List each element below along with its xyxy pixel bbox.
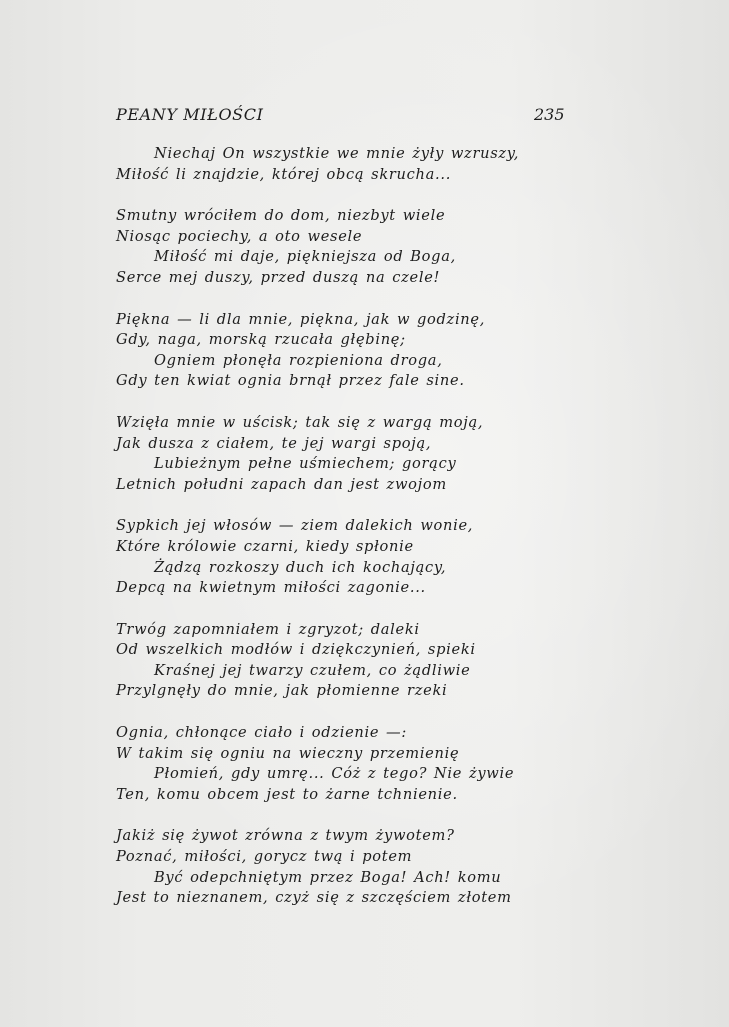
poem-line: Piękna — li dla mnie, piękna, jak w godzinę,	[116, 310, 486, 328]
stanza	[116, 413, 536, 495]
stanza	[116, 206, 536, 288]
stanza	[116, 310, 536, 392]
stanza	[116, 826, 536, 908]
poem-line: Gdy, naga, morską rzucała głębinę;	[116, 331, 406, 349]
poem-line: Sypkich jej włosów — ziem dalekich wonie,	[116, 517, 474, 535]
poem-line: Lubieżnym pełne uśmiechem; gorący	[154, 455, 457, 473]
poem-line: Miłość li znajdzie, której obcą skrucha...	[116, 165, 452, 183]
stanza	[116, 144, 536, 185]
poem-line: Które królowie czarni, kiedy spłonie	[116, 537, 414, 555]
poem-line: Przylgnęły do mnie, jak płomienne rzeki	[116, 682, 448, 700]
poem-line: Jak dusza z ciałem, te jej wargi spoją,	[116, 434, 432, 452]
stanza	[116, 516, 536, 598]
poem-line: Depcą na kwietnym miłości zagonie...	[116, 579, 426, 597]
poem-line: Żądzą rozkoszy duch ich kochający,	[154, 558, 447, 576]
page-number: 235	[534, 105, 565, 124]
poem-line: Płomień, gdy umrę... Cóż z tego? Nie żywie	[154, 765, 515, 783]
poem-line: Ogniem płonęła rozpieniona droga,	[154, 351, 443, 369]
poem-line: Poznać, miłości, gorycz twą i potem	[116, 848, 413, 866]
poem-line: Serce mej duszy, przed duszą na czele!	[116, 268, 441, 286]
poem-line: Niosąc pociechy, a oto wesele	[116, 227, 363, 245]
poem-line: W takim się ogniu na wieczny przemienię	[116, 744, 460, 762]
poem-line: Trwóg zapomniałem i zgryzot; daleki	[116, 620, 420, 638]
poem-line: Ognia, chłonące ciało i odzienie —:	[116, 724, 407, 742]
poem-line: Wzięła mnie w uścisk; tak się z wargą moją,	[116, 413, 484, 431]
poem-line: Kraśnej jej twarzy czułem, co żądliwie	[154, 661, 471, 679]
poem-line: Smutny wróciłem do dom, niezbyt wiele	[116, 207, 446, 225]
poem-body	[116, 144, 536, 930]
poem-line: Gdy ten kwiat ognia brnął przez fale sine.	[116, 372, 465, 390]
stanza	[116, 723, 536, 805]
poem-line: Miłość mi daje, piękniejsza od Boga,	[154, 248, 456, 266]
poem-line: Jest to nieznanem, czyż się z szczęściem złotem	[116, 889, 512, 907]
poem-line: Ten, komu obcem jest to żarne tchnienie.	[116, 785, 458, 803]
poem-line: Od wszelkich modłów i dziękczynień, spieki	[116, 641, 476, 659]
poem-line: Jakiż się żywot zrówna z twym żywotem?	[116, 827, 455, 845]
running-header-title: PEANY MIŁOŚCI	[116, 105, 264, 124]
poem-line: Letnich południ zapach dan jest zwojom	[116, 475, 447, 493]
stanza	[116, 620, 536, 702]
poem-line: Niechaj On wszystkie we mnie żyły wzruszy,	[154, 145, 520, 162]
poem-line: Być odepchniętym przez Boga! Ach! komu	[154, 868, 502, 886]
